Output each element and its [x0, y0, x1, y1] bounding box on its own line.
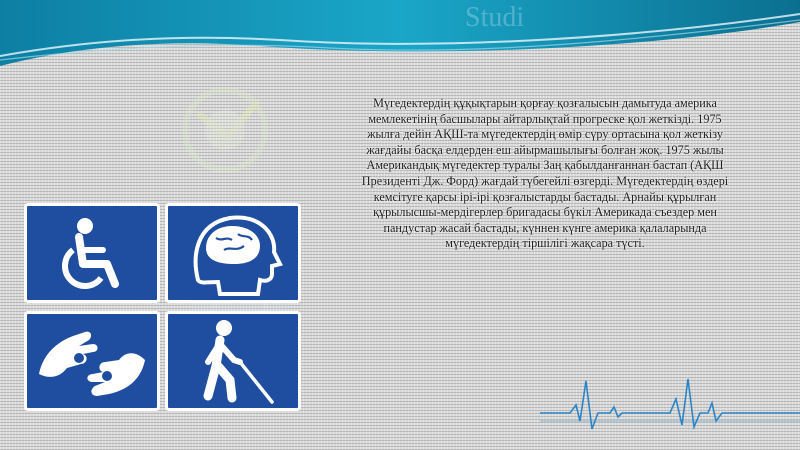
wheelchair-icon [27, 206, 157, 300]
sign-language-hands-icon [27, 314, 157, 408]
heartbeat-line-icon [540, 375, 800, 435]
body-line: Мүгедектердің құқықтарын қорғау қозғалысын дамытуда америка [373, 96, 717, 110]
body-paragraph [300, 96, 790, 252]
brain-head-icon [168, 206, 298, 300]
watermark-text: Studi [465, 2, 525, 33]
body-line: Президенті Дж. Форд) жағдай түбегейлі өзгерді. Мүгедектердің өздері [361, 173, 729, 188]
body-line: пандустар жасай бастады, күннен күнге америка қалаларында [383, 220, 707, 235]
body-line: жылға дейін АҚШ-та мүгедектердің өмір сүру ортасына қол жеткізу [367, 127, 723, 142]
body-line: мемлекетінің басшылары айтарлықтай прогреске қол жеткізді. 1975 [368, 111, 722, 126]
logo-watermark-icon [170, 75, 280, 185]
body-line: кемсітуге қарсы ірі-ірі қозғалыстарды бастады. Арнайы құрылған [373, 189, 717, 204]
body-line: мүгедектердің тіршілігі жақсара түсті. [445, 236, 645, 251]
blind-person-cane-icon [168, 314, 298, 408]
header-wave-banner [0, 0, 800, 80]
body-line: жағдайы басқа елдерден еш айырмашылығы болған жоқ. 1975 жылы [366, 142, 724, 157]
body-line: құрылысшы-мердігерлер бригадасы бүкіл Америкада съездер мен [373, 205, 717, 220]
blind-person-tile [165, 311, 301, 411]
wheelchair-tile [24, 203, 160, 303]
sign-language-tile [24, 311, 160, 411]
body-line: Американдық мүгедектер туралы Заң қабылданғаннан бастап (АҚШ [366, 158, 724, 173]
brain-head-tile [165, 203, 301, 303]
